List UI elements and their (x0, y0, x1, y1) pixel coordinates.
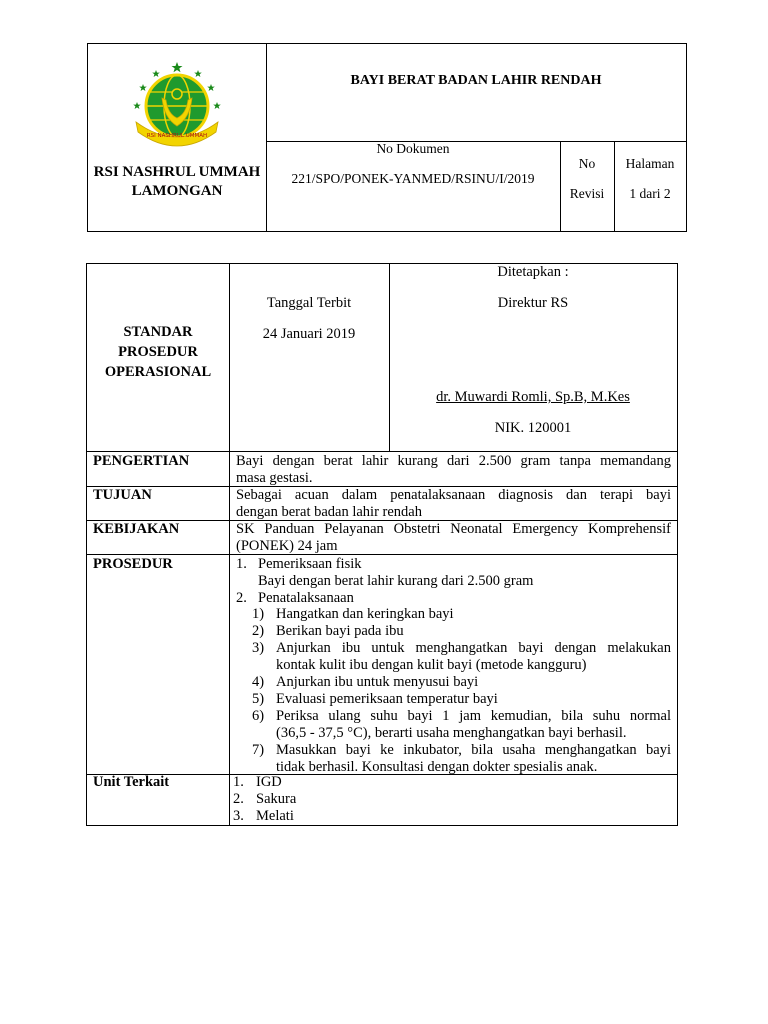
tujuan-text: dengan berat badan lahir rendah (236, 504, 422, 520)
row-divider (87, 451, 677, 452)
procedure-detail: Bayi dengan berat lahir kurang dari 2.500 gram (258, 573, 534, 589)
procedure-substep: Anjurkan ibu untuk menyusui bayi (276, 674, 479, 690)
hospital-name-line: RSI NASHRUL UMMAH (93, 164, 261, 180)
row-divider (87, 554, 677, 555)
procedure-substep: Evaluasi pemeriksaan temperatur bayi (276, 691, 498, 707)
list-number: 5) (252, 691, 265, 707)
doc-number-value: 221/SPO/PONEK-YANMED/RSINU/I/2019 (291, 171, 535, 186)
hospital-logo (128, 60, 226, 150)
revision-label: Revisi (569, 186, 605, 201)
list-number: 1. (233, 774, 244, 790)
procedure-substep: Hangatkan dan keringkan bayi (276, 606, 454, 622)
issue-date-value: 24 Januari 2019 (262, 326, 356, 342)
procedure-substep: Berikan bayi pada ibu (276, 623, 404, 639)
sop-title (87, 322, 229, 382)
sop-title-line: STANDAR (123, 324, 193, 340)
svg-text:RSI NASHRUL UMMAH: RSI NASHRUL UMMAH (146, 133, 208, 139)
row-label-pengertian: PENGERTIAN (93, 453, 190, 469)
row-label-unit: Unit Terkait (93, 774, 170, 790)
procedure-substep: kontak kulit ibu dengan kulit bayi (metode kangguru) (276, 657, 587, 673)
related-unit: IGD (256, 774, 282, 790)
row-label-prosedur: PROSEDUR (93, 556, 173, 572)
related-unit: Sakura (256, 791, 297, 807)
row-label-kebijakan: KEBIJAKAN (93, 521, 180, 537)
list-number: 3) (252, 640, 265, 656)
procedure-step: Penatalaksanaan (258, 590, 354, 606)
hospital-name (88, 163, 266, 201)
list-number: 2. (236, 590, 247, 606)
revision-label: No (578, 156, 596, 171)
kebijakan-text: SK Panduan Pelayanan Obstetri Neonatal Emergency Komprehensif (236, 521, 671, 537)
procedure-substep: Anjurkan ibu untuk menghangatkan bayi dengan melakukan (276, 640, 671, 656)
list-number: 1) (252, 606, 265, 622)
page-value: 1 dari 2 (629, 186, 671, 201)
list-number: 2. (233, 791, 244, 807)
procedure-substep: Masukkan bayi ke inkubator, bila usaha menghangatkan bayi (276, 742, 671, 758)
list-number: 2) (252, 623, 265, 639)
tujuan-text: Sebagai acuan dalam penatalaksanaan diagnosis dan terapi bayi (236, 487, 671, 503)
approval-label: Ditetapkan : (497, 264, 569, 280)
page-label: Halaman (625, 156, 675, 171)
procedure-substep: (36,5 - 37,5 °C), berarti usaha menghangatkan bayi berhasil. (276, 725, 627, 741)
list-number: 6) (252, 708, 265, 724)
director-nik: NIK. 120001 (494, 420, 572, 436)
list-number: 7) (252, 742, 265, 758)
director-name: dr. Muwardi Romli, Sp.B, M.Kes (436, 389, 630, 405)
document-title: BAYI BERAT BADAN LAHIR RENDAH (350, 73, 602, 88)
procedure-substep: Periksa ulang suhu bayi 1 jam kemudian, bila suhu normal (276, 708, 671, 724)
sop-title-line: OPERASIONAL (104, 364, 212, 380)
hospital-name-line: LAMONGAN (131, 183, 223, 199)
issue-date-label: Tanggal Terbit (266, 295, 352, 311)
pengertian-text: Bayi dengan berat lahir kurang dari 2.500 gram tanpa memandang (236, 453, 671, 469)
list-number: 4) (252, 674, 265, 690)
director-title: Direktur RS (497, 295, 569, 311)
doc-number-label: No Dokumen (376, 141, 450, 156)
procedure-step: Pemeriksaan fisik (258, 556, 362, 572)
procedure-substep: tidak berhasil. Konsultasi dengan dokter spesialis anak. (276, 759, 598, 775)
list-number: 3. (233, 808, 244, 824)
related-unit: Melati (256, 808, 294, 824)
sop-title-line: PROSEDUR (118, 344, 198, 360)
column-divider (229, 264, 230, 825)
list-number: 1. (236, 556, 247, 572)
kebijakan-text: (PONEK) 24 jam (236, 538, 338, 554)
pengertian-text: masa gestasi. (236, 470, 313, 486)
row-label-tujuan: TUJUAN (93, 487, 152, 503)
